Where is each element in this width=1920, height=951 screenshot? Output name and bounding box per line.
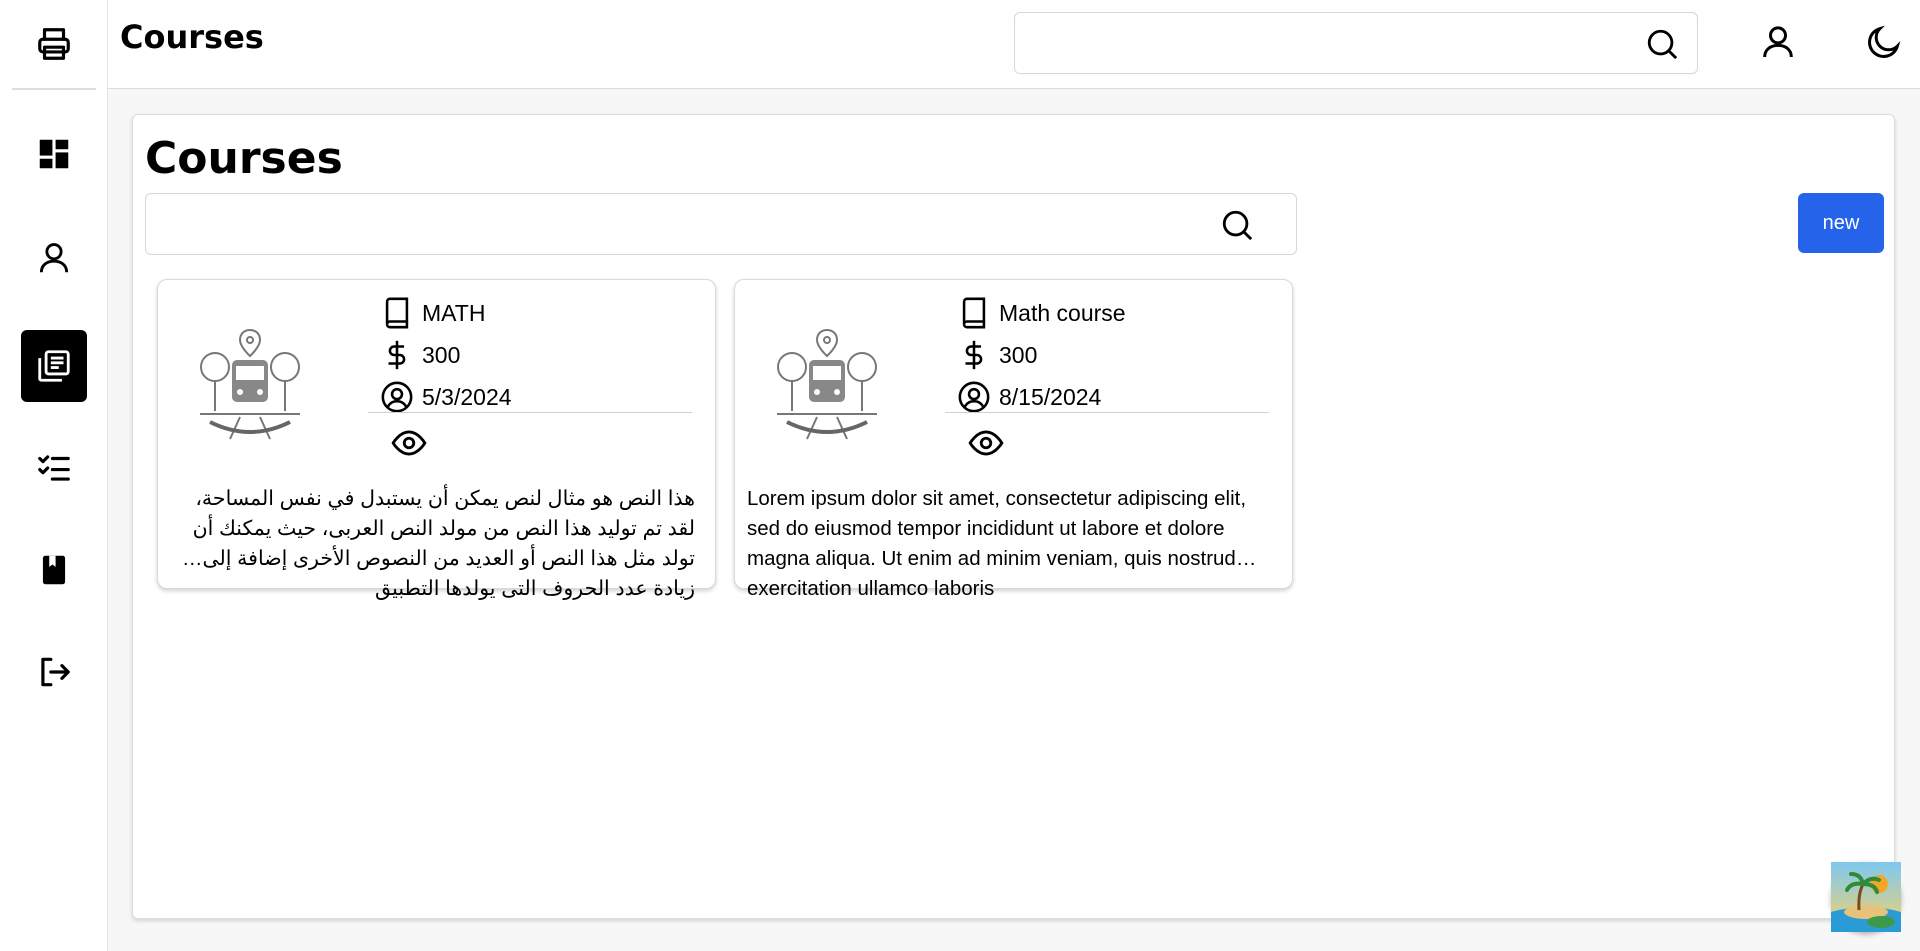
course-price: 300 bbox=[999, 341, 1038, 368]
printer-icon bbox=[35, 25, 73, 63]
course-name-row bbox=[957, 292, 1279, 334]
course-date: 8/15/2024 bbox=[999, 383, 1102, 410]
course-price-row bbox=[957, 334, 1279, 376]
divider bbox=[945, 412, 1269, 413]
sidebar-item-logout[interactable] bbox=[21, 636, 87, 708]
sidebar-item-tasks[interactable] bbox=[21, 432, 87, 504]
book-outline-icon bbox=[380, 296, 414, 330]
book-outline-icon bbox=[957, 296, 991, 330]
user-circle-icon bbox=[957, 380, 991, 414]
divider bbox=[368, 412, 692, 413]
dashboard-icon bbox=[35, 135, 73, 173]
course-card bbox=[734, 279, 1293, 600]
course-name: Math course bbox=[999, 299, 1126, 326]
island-logo-icon bbox=[1831, 862, 1901, 932]
courses-icon bbox=[35, 347, 73, 385]
dark-mode-moon-icon[interactable] bbox=[1864, 22, 1904, 62]
course-info bbox=[957, 292, 1279, 418]
new-course-button[interactable]: new bbox=[1798, 193, 1884, 253]
sidebar-item-courses[interactable] bbox=[21, 330, 87, 402]
view-eye-icon[interactable] bbox=[390, 424, 428, 462]
profile-icon[interactable] bbox=[1758, 22, 1798, 62]
search-icon[interactable] bbox=[1220, 208, 1254, 242]
header-search-input[interactable] bbox=[1014, 12, 1698, 74]
courses-panel bbox=[132, 114, 1895, 919]
course-date: 5/3/2024 bbox=[422, 383, 512, 410]
top-header bbox=[108, 0, 1920, 89]
sidebar-item-dashboard[interactable] bbox=[21, 118, 87, 190]
course-description: هذا النص هو مثال لنص يمكن أن يستبدل في نفس المساحة، لقد تم توليد هذا النص من مولد النص العربى، حيث يمكنك أن تولد مثل هذا النص أو العديد من النصوص الأخرى إضافة إلى زيادة عدد الحروف التى يولدها التطبيق bbox=[192, 487, 695, 600]
sidebar-item-users[interactable] bbox=[21, 222, 87, 294]
course-description: Lorem ipsum dolor sit amet, consectetur adipiscing elit, sed do eiusmod tempor incididunt ut labore et dolore magna aliqua. Ut enim ad minim veniam, quis nostrud exercitation ullamco laboris bbox=[747, 487, 1247, 600]
floating-island-avatar[interactable] bbox=[1831, 862, 1901, 932]
user-circle-icon bbox=[380, 380, 414, 414]
course-thumbnail-image bbox=[190, 322, 310, 442]
course-price-row bbox=[380, 334, 702, 376]
course-name: MATH bbox=[422, 299, 486, 326]
print-button[interactable] bbox=[12, 0, 96, 90]
user-icon bbox=[35, 239, 73, 277]
sidebar-item-books[interactable] bbox=[21, 534, 87, 606]
dollar-icon bbox=[957, 338, 991, 372]
book-icon bbox=[35, 551, 73, 589]
view-eye-icon[interactable] bbox=[967, 424, 1005, 462]
dollar-icon bbox=[380, 338, 414, 372]
course-info bbox=[380, 292, 702, 418]
course-price: 300 bbox=[422, 341, 461, 368]
logout-icon bbox=[35, 653, 73, 691]
page-title: Courses bbox=[145, 133, 343, 184]
courses-search-input[interactable] bbox=[145, 193, 1297, 255]
header-title: Courses bbox=[120, 18, 264, 56]
checklist-icon bbox=[35, 449, 73, 487]
course-name-row bbox=[380, 292, 702, 334]
search-icon[interactable] bbox=[1645, 27, 1679, 61]
sidebar bbox=[0, 0, 108, 951]
course-thumbnail-image bbox=[767, 322, 887, 442]
course-card bbox=[157, 279, 716, 600]
